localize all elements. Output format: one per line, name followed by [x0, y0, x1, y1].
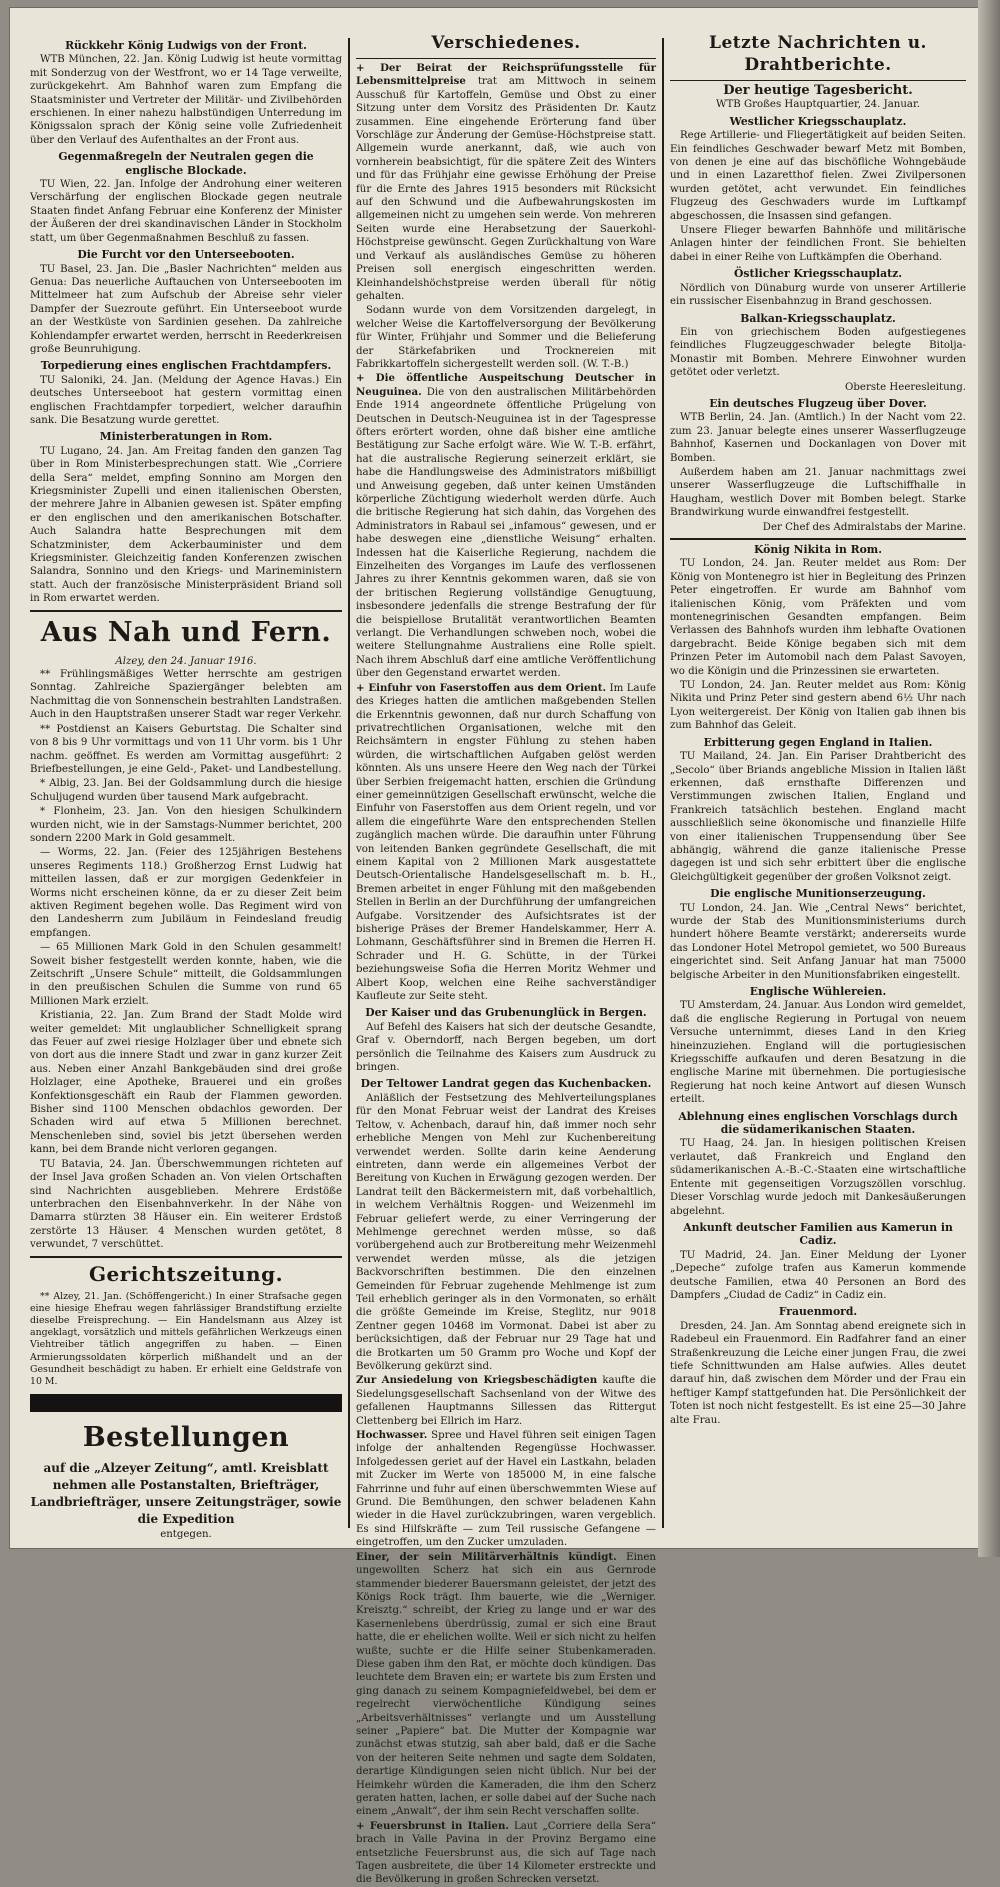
- news-item: * Flonheim, 23. Jan. Von den hiesigen Schulkindern wurden nicht, wie in der Samstags-Nummer berichtet, 200 sondern 2200 Mark in Gold gesammelt.: [30, 806, 342, 844]
- article-text: TU Mailand, 24. Jan. Ein Pariser Drahtbericht des „Secolo“ über Briands angebliche Mission in Italien läßt erkennen, daß ernsthafte Differenzen und Verstimmungen zwischen Italien, England und Frankreich tatsächlich bestehen. England macht ausschließlich seine ökonomische und finanzielle Hilfe von einer italienischen Truppensendung über See abhängig, während die ganze italienische Presse dagegen ist und sich sehr erbittert über die englische Gleichgültigkeit gegenüber der großen Volksnot zeigt.: [670, 751, 966, 883]
- news-item: TU Batavia, 24. Jan. Überschwemmungen richteten auf der Insel Java großen Schaden an. Von vielen Ortschaften sind Nachrichten ausgeblieben. Mehrere Erdstöße unterbrachen den Eisenbahnverkehr. In der Nähe von Damarra stürzten 38 Häuser ein. Ein weiterer Erdstoß zerstörte 13 Häuser. 4 Menschen wurden getötet, 8 verwundet, 7 verschüttet.: [30, 1158, 342, 1251]
- page-edge: [978, 0, 1000, 1557]
- article-heading: Englische Wühlereien.: [749, 985, 887, 998]
- article-heading: Gegenmaßregeln der Neutralen gegen die englische Blockade.: [58, 150, 314, 177]
- article-text: TU Lugano, 24. Jan. Am Freitag fanden den ganzen Tag über in Rom Ministerbesprechungen statt. Wie „Corriere della Sera“ meldet, empfing Sonnino am Morgen den Kriegsminister Zupelli und einen italienischen Obersten, der mehrere Jahre in Albanien gewesen ist. Später empfing er den englischen und den amerikanischen Botschafter. Auch Salandra hatte Besprechungen mit dem Schatzminister, dem Ackerbauminister und dem Kriegsminister. Gleichzeitig fanden Konferenzen zwischen Salandra, Sonnino und den Kriegs- und Marineministern statt. Auch der französische Ministerpräsident Briand soll in Rom erwartet werden.: [30, 445, 342, 605]
- article-text: TU Madrid, 24. Jan. Einer Meldung der Lyoner „Depeche“ zufolge trafen aus Kamerun kommende deutsche Familien, etwa 40 Personen an Bord des Dampfers „Ciudad de Cadiz“ in Cadiz ein.: [670, 1249, 966, 1301]
- article-heading: Die englische Munitionserzeugung.: [710, 887, 926, 901]
- article-heading: Erbitterung gegen England in Italien.: [703, 735, 933, 749]
- section-title-miscellaneous: Verschiedenes.: [431, 33, 581, 53]
- column-3: [670, 33, 966, 1528]
- column-2: [356, 33, 656, 1886]
- news-item: — 65 Millionen Mark Gold in den Schulen gesammelt! Soweit bisher festgestellt werden konnte, haben, wie die Zeitschrift „Unsere Schule“ mitteilt, die Goldsammlungen in den preußischen Schulen die Summe von rund 65 Millionen Mark erzielt.: [30, 942, 342, 1007]
- article-heading: König Nikita in Rom.: [754, 543, 882, 556]
- column-rule-1: [348, 38, 350, 1528]
- sub-heading: Östlicher Kriegsschauplatz.: [734, 267, 902, 281]
- article-text: Außerdem haben am 21. Januar nachmittags zwei unserer Wasserflugzeuge die Luftschiffhalle in Haugham, westlich Dover mit Bomben belegt. Starke Brandwirkung wurde einwandfrei festgestellt.: [670, 466, 966, 519]
- sub-heading: Balkan-Kriegsschauplatz.: [740, 311, 896, 325]
- article-text: Sodann wurde von dem Vorsitzenden dargelegt, in welcher Weise die Kartoffelversorgung der Bevölkerung für Winter, Frühjahr und Sommer und die Belieferung der Stärkefabriken und Trocknereien mit Fabrikkartoffeln sichergestellt werden soll. (W. T.-B.): [356, 305, 656, 370]
- article-text: WTB München, 22. Jan. König Ludwig ist heute vormittag mit Sonderzug von der Westfront, wo er 14 Tage verweilte, zurückgekehrt. Am Bahnhof waren zum Empfang die Staatsminister und Vertreter der Militär- und Zivilbehörden erschienen. In einer nahezu halbstündigen Unterredung im Königssalon sprach der König seine volle Zufriedenheit über den Verlauf des Aufenthaltes an der Front aus.: [30, 54, 342, 146]
- article-lead: + Der Beirat der Reichsprüfungsstelle für Lebensmittelpreise: [356, 62, 656, 88]
- article-text: TU London, 24. Jan. Reuter meldet aus Rom: Der König von Montenegro ist hier in Begleitung des Prinzen Peter eingetroffen. Er wurde am Bahnhof vom italienischen König, vom Präfekten und vom montenegrinischen Gesandten empfangen. Beim Verlassen des Bahnhofs wurden ihm lebhafte Ovationen dargebracht. Beide Könige begaben sich mit dem Prinzen Peter im Automobil nach dem Palast Savoyen, wo die Königin und die Prinzessinen sie erwarteten.: [670, 558, 966, 677]
- dateline: WTB Großes Hauptquartier, 24. Januar.: [716, 99, 920, 111]
- article-heading: Ablehnung eines englischen Vorschlags durch die südamerikanischen Staaten.: [678, 1109, 958, 1137]
- column-rule-2: [662, 38, 664, 1528]
- article-text: WTB Berlin, 24. Jan. (Amtlich.) In der Nacht vom 22. zum 23. Januar belegte eines unserer Wasserflugzeuge Bahnhof, Kasernen und Dockanlagen von Dover mit Bomben.: [670, 412, 966, 464]
- court-report: ** Alzey, 21. Jan. (Schöffengericht.) In einer Strafsache gegen eine hiesige Ehefrau wegen fahrlässiger Brandstiftung erzielte dieselbe Freisprechung. — Ein Handelsmann aus Alzey ist angeklagt, vorsätzlich und mittels gefährlichen Werkzeugs einen Viehtreiber tätlich angegriffen zu haben. — Einen Armierungssoldaten körperlich mißhandelt und an der Gesundheit beschädigt zu haben. Er erhielt eine Geldstrafe von 10 M.: [30, 1290, 342, 1387]
- sub-heading: Westlicher Kriegsschauplatz.: [729, 114, 907, 128]
- news-item: ** Postdienst an Kaisers Geburtstag. Die Schalter sind von 8 bis 9 Uhr vormittags und von 11 Uhr vorm. bis 1 Uhr nachm. geöffnet. Es werden am Vormittag ausgeführt: 2 Briefbestellungen, je eine Geld-, Paket- und Landbestellung.: [30, 723, 342, 775]
- news-item: ** Frühlingsmäßiges Wetter herrschte am gestrigen Sonntag. Zahlreiche Spaziergänger belebten am Nachmittag die von Sonnenschein bestrahlten Landstraßen. Auch in den Hauptstraßen unserer Stadt war reger Verkehr.: [30, 669, 342, 721]
- section-title-local-news: Aus Nah und Fern.: [40, 616, 332, 648]
- dateline: Alzey, den 24. Januar 1916.: [115, 655, 257, 667]
- article-heading: Frauenmord.: [778, 1305, 858, 1319]
- article-text: TU London, 24. Jan. Reuter meldet aus Rom: König Nikita und Prinz Peter sind gestern abend 6½ Uhr nach Lyon weitergereist. Der König von Italien gab ihnen bis zum Bahnhof das Geleit.: [670, 680, 966, 732]
- black-bar: [30, 1394, 342, 1412]
- article-heading: Die Furcht vor den Unterseebooten.: [77, 248, 295, 262]
- article-text: Unsere Flieger bewarfen Bahnhöfe und militärische Anlagen hinter der feindlichen Front. Sie behielten dabei in einer Reihe von Luftkämpfen die Oberhand.: [670, 225, 966, 263]
- divider: [30, 1256, 342, 1258]
- article-text: Ein von griechischem Boden aufgestiegenes feindliches Flugzeuggeschwader belegte Bitolja-Monastir mit Bomben. Mehrere Einwohner wurden getötet oder verletzt.: [670, 326, 966, 379]
- article-text: Anläßlich der Festsetzung des Mehlverteilungsplanes für den Monat Februar weist der Landrat des Kreises Teltow, v. Achenbach, darauf hin, daß immer noch sehr erhebliche Mengen von Mehl zur Kuchenbereitung verwendet werden. Sollte darin keine Aenderung eintreten, dann werde ein allgemeines Verbot der Bereitung von Kuchen in Erwägung gezogen werden. Der Landrat teilt den Bäckermeistern mit, daß vorbehaltlich, in welchem Verhältnis Roggen- und Weizenmehl im Februar geliefert werde, zu einer Verringerung der Mehlmenge gerechnet werden müsse, so daß vorübergehend auch zur Brotbereitung mehr Weizenmehl verwendet werden müsse, als die jetzigen Backvorschriften bestimmen. Die den einzelnen Gemeinden für Februar zugehende Mehlmenge ist zum Teil erheblich geringer als in den Vormonaten, so erhält die größte Gemeinde im Kreise, Steglitz, nur 9018 Zentner gegen 10468 im Vormonat. Dabei ist aber zu berücksichtigen, daß der Februar nur 29 Tage hat und die Brotkarten um 50 Gramm pro Woche und Kopf der Bevölkerung gekürzt sind.: [356, 1092, 656, 1372]
- signature: Der Chef des Admiralstabs der Marine.: [762, 521, 966, 533]
- article-heading: Der Teltower Landrat gegen das Kuchenbacken.: [360, 1077, 652, 1091]
- article-heading: Der heutige Tagesbericht.: [723, 83, 913, 98]
- divider: [670, 538, 966, 540]
- news-item: * Albig, 23. Jan. Bei der Goldsammlung durch die hiesige Schuljugend wurden über tausend Mark aufgebracht.: [30, 778, 342, 803]
- news-item: — Worms, 22. Jan. (Feier des 125jährigen Bestehens unseres Regiments 118.) Großherzog Ernst Ludwig hat mitteilen lassen, daß er zur morgigen Gedenkfeier in Worms nicht erscheinen könne, da er zu dieser Zeit beim aktiven Regiment begehen wolle. Das Regiment wird von den Landesherrn zum Jubiläum in Feindesland freudig empfangen.: [30, 847, 342, 939]
- article-text: TU Haag, 24. Jan. In hiesigen politischen Kreisen verlautet, daß Frankreich und England den südamerikanischen A.-B.-C.-Staaten eine wirtschaftliche Entente mit gegenseitigen Vorzugszöllen vorschlug. Dieser Vorschlag wurde jedoch mit Dankesäußerungen abgelehnt.: [670, 1138, 966, 1217]
- article-lead: Einer, der sein Militärverhältnis kündigt.: [356, 1550, 617, 1563]
- divider: [356, 58, 656, 59]
- article-heading: Rückkehr König Ludwigs von der Front.: [65, 39, 307, 52]
- article-lead: + Die öffentliche Auspeitschung Deutscher in Neuguinea.: [356, 372, 656, 398]
- article-text: trat am Mittwoch in seinem Ausschuß für Kartoffeln, Gemüse und Obst zu einer Sitzung unter dem Vorsitz des Präsidenten Dr. Kautz zusammen. Eine eingehende Erörterung fand über Vorschläge zur Änderung der Gemüse-Höchstpreise statt. Allgemein wurde anerkannt, daß, wie auch von vornherein beabsichtigt, für die spätere Zeit des Winters und für das Frühjahr eine gewisse Erhöhung der Preise für die Ernte des Jahres 1915 besonders mit Rücksicht auf den Schwund und die Aufbewahrungskosten im allgemeinen nicht zu umgehen sein werde. Von mehreren Seiten wurde eine Herabsetzung der Sauerkohl-Höchstpreise gewünscht. Gegen Zurückhaltung von Ware und Verkauf als ausländisches Gemüse zu höheren Preisen soll energisch eingeschritten werden. Kleinhandelshöchstpreise werden überall für nötig gehalten.: [356, 76, 656, 302]
- article-text: TU Wien, 22. Jan. Infolge der Androhung einer weiteren Verschärfung der englischen Blockade gegen neutrale Staaten findet Anfang Februar eine Konferenz der Minister der Äußeren der drei skandinavischen Länder in Stockholm statt, um über Gegenmaßnahmen Beschluß zu fassen.: [30, 179, 342, 244]
- subscription-ad-title: Bestellungen: [82, 1422, 290, 1454]
- section-title-court: Gerichtszeitung.: [88, 1261, 284, 1286]
- article-heading: Torpedierung eines englischen Frachtdampfers.: [40, 359, 332, 373]
- article-lead: Hochwasser.: [356, 1429, 428, 1442]
- article-text: Dresden, 24. Jan. Am Sonntag abend ereignete sich in Radebeul ein Frauenmord. Ein Radfahrer fand an einer Straßenkreuzung die Leiche einer jungen Frau, die zwei tiefe Schnittwunden am Halse aufwies. Alles deutet darauf hin, daß zwischen dem Mörder und der Frau ein heftiger Kampf stattgefunden hat. Die Persönlichkeit der Toten ist noch nicht festgestellt. Es ist eine 25—30 Jahre alte Frau.: [670, 1320, 966, 1426]
- article-heading: Ministerberatungen in Rom.: [99, 430, 273, 444]
- news-item: Kristiania, 22. Jan. Zum Brand der Stadt Molde wird weiter gemeldet: Mit unglaublicher Schnelligkeit sprang das Feuer auf zwei riesige Holzlager über und ebnete sich von dort aus die innere Stadt und zwar in ganz kurzer Zeit aus. Neben einer Anzahl Bankgebäuden sind drei große Holzlager, eine Apotheke, Brauerei und ein großes Konfektionsgeschäft ein Raub der Flammen geworden. Bisher sind 1100 Menschen obdachlos geworden. Der Schaden wird auf etwa 5 Millionen berechnet. Menschenleben sind, soviel bis jetzt übersehen werden kann, bei dem Brande nicht verloren gegangen.: [30, 1010, 342, 1156]
- subscription-ad-end: entgegen.: [160, 1529, 212, 1541]
- article-text: Laut „Corriere della Sera“ brach in Valle Pavina in der Provinz Bergamo eine entsetzliche Feuersbrunst aus, die sich auf Tage nach Tagen ausbreitete, die über 14 Kilometer erstreckte und die Bevölkerung in großen Schrecken versetzt.: [356, 1820, 656, 1886]
- article-lead: + Feuersbrunst in Italien.: [356, 1819, 509, 1832]
- article-text: kaufte die Siedelungsgesellschaft Sachsenland von der Witwe des gefallenen Hauptmanns Sillessen das Rittergut Clettenberg bei Ellrich im Harz.: [356, 1375, 656, 1427]
- article-text: Einen ungewollten Scherz hat sich ein aus Gernrode stammender biederer Bauersmann geleistet, der jetzt des Königs Rock trägt. Ihm bauerte, wie die „Werniger. Kreisztg.“ schreibt, der Krieg zu lange und er war des Kasernenlebens überdrüssig, zumal er sich eine Braut hatte, die er ehelichen wollte. Weil er sich nicht zu helfen wußte, suchte er die Hilfe seiner Stubenkameraden. Diese gaben ihm den Rat, er möchte doch kündigen. Das leuchtete dem Braven ein; er wartete bis zum Ersten und ging danach zu seinem Kompagniefeldwebel, bei dem er regelrecht vierwöchentliche Kündigung seines „Arbeitsverhältnisses“ verlangte und um Ausstellung seiner „Papiere“ bat. Die Mutter der Kompagnie war zunächst etwas stutzig, sah aber bald, daß er die Sache von der heiteren Seite nehmen und sagte dem Soldaten, derartige Kündigungen seien nicht üblich. Nur bei der Heimkehr würden die Kameraden, die ihm den Scherz geraten hatten, lachen, er solle dabei auf der Suche nach einem „Anwalt“, der ihm sein Recht verschaffen sollte.: [356, 1551, 656, 1818]
- article-text: Die von den australischen Militärbehörden Ende 1914 angeordnete öffentliche Prügelung von Deutschen in Deutsch-Neuguinea ist in der Tagespresse öfters erörtert worden, ohne daß bisher eine amtliche Bestätigung zur Sache erfolgt wäre. Wie W. T.-B. erfährt, hat die australische Regierung seinerzeit erklärt, sie habe die Handlungsweise des Administrators mißbilligt und Anweisung gegeben, daß unter keinen Umständen körperliche Züchtigung wiederholt werden dürfe. Auch die britische Regierung hat sich dahin, das Vorgehen des Administrators in Rabaul sei „infamous“ gewesen, und er habe deswegen eine „dienstliche Weisung“ erhalten. Indessen hat die Kaiserliche Regierung, nachdem die Einzelheiten des Vorganges im Laufe des verflossenen Jahres zu ihrer Kenntnis gekommen waren, daß sie von der britischen Regierung vollständige Genugtuung, insbesondere jedenfalls die strenge Bestrafung der für die beispiellose Brutalität verantwortlichen Beamten verlangt. Die Verhandlungen schweben noch, wobei die weitere Stellungnahme Australiens eine Rolle spielt. Nach ihrem Abschluß darf eine amtliche Veröffentlichung über den Gegenstand erwartet werden.: [356, 386, 656, 680]
- article-lead: Zur Ansiedelung von Kriegsbeschädigten: [356, 1374, 598, 1387]
- article-text: Spree und Havel führen seit einigen Tagen infolge der anhaltenden Regengüsse Hochwasser. Infolgedessen geriet auf der Havel ein Lastkahn, beladen mit Zucker im Werte von 185000 M, in eine falsche Fahrrinne und fuhr auf einen überschwemmten Wiese auf Grund. Die Bemühungen, den schwer beladenen Kahn wieder in die Havel zurückzubringen, waren vergeblich. Es sind Hilfskräfte — zum Teil russische Gefangene — eingetroffen, um den Zucker umzuladen.: [356, 1430, 656, 1549]
- article-text: TU Basel, 23. Jan. Die „Basler Nachrichten“ melden aus Genua: Das neuerliche Auftauchen von Unterseebooten im Mittelmeer hat zum Aufschub der Abreise sehr vieler Dampfer der Suezroute geführt. Ein Unterseeboot wurde an der Westküste von Sardinien gesehen. Da zahlreiche Kohlendampfer erwartet werden, herrscht in Reederkreisen große Beunruhigung.: [30, 263, 342, 355]
- article-text: Auf Befehl des Kaisers hat sich der deutsche Gesandte, Graf v. Oberndorff, nach Bergen begeben, um dort persönlich die Teilnahme des Kaisers zum Ausdruck zu bringen.: [356, 1021, 656, 1074]
- article-heading: Der Kaiser und das Grubenunglück in Bergen.: [365, 1006, 647, 1020]
- article-text: TU Saloniki, 24. Jan. (Meldung der Agence Havas.) Ein deutsches Unterseeboot hat gestern vormittag einen englischen Frachtdampfer torpediert, welcher daraufhin sank. Die Besatzung wurde gerettet.: [30, 374, 342, 426]
- article-text: Nördlich von Dünaburg wurde von unserer Artillerie ein russischer Eisenbahnzug in Brand geschossen.: [670, 282, 966, 308]
- article-text: Rege Artillerie- und Fliegertätigkeit auf beiden Seiten. Ein feindliches Geschwader bewarf Metz mit Bomben, von denen je eine auf das bischöfliche Wohngebäude und in einen Lazaretthof fielen. Zwei Zivilpersonen wurden getötet, acht verwundet. Ein feindliches Flugzeug des Geschwaders wurde im Luftkampf abgeschossen, die Insassen sind gefangen.: [670, 130, 966, 222]
- section-title-latest-news: Letzte Nachrichten u. Drahtberichte.: [709, 33, 927, 75]
- newspaper-page: [10, 8, 978, 1886]
- article-text: Im Laufe des Krieges hatten die amtlichen maßgebenden Stellen die Erkenntnis gewonnen, daß nur durch Schaffung von privatrechtlichen Organisationen, welche mit den Reichsämtern in engster Fühlung zu stehen haben würden, die wirtschaftlichen Aufgaben gelöst werden könnten. Als uns unsere Heere den Weg nach der Türkei über Serbien freigemacht hatten, erschien die Gründung einer gemeinnützigen Gesellschaft erwünscht, welche die Einfuhr von Faserstoffen aus dem Orient regeln, und vor allem die eingeführte Ware den entsprechenden Stellen zugänglich machen würde. Die daraufhin unter Führung von leitenden Banken gegründete Gesellschaft, die mit einem Kapital von 2 Millionen Mark ausgestattete Deutsch-Orientalische Handelsgesellschaft m. b. H., Bremen arbeitet in enger Fühlung mit den maßgebenden Stellen in Berlin an der Durchführung der umfangreichen Aufgabe. Vorsitzender des Aufsichtsrates ist der bisherige Präses der Bremer Handelskammer, Herr A. Lohmann, Geschäftsführer sind in Bremen die Herren H. Schrader und H. G. Schütte, in der Türkei beziehungsweise Sofia die Herren Moritz Wehmer und Albert Koop, welchen eine Reihe sachverständiger Kaufleute zur Seite steht.: [356, 682, 656, 1003]
- article-text: TU London, 24. Jan. Wie „Central News“ berichtet, wurde der Stab des Munitionsministeriums durch hundert höhere Beamte verstärkt; andererseits wurde das Londoner Hotel Metropol gemietet, wo 500 Bureaus eingerichtet sind. Seit Anfang Januar hat man 75000 belgische Arbeiter in den Munitionsfabriken eingestellt.: [670, 902, 966, 981]
- divider: [670, 80, 966, 81]
- signature: Oberste Heeresleitung.: [845, 381, 966, 393]
- article-heading: Ein deutsches Flugzeug über Dover.: [709, 396, 927, 410]
- column-1: [30, 36, 342, 1541]
- divider: [30, 610, 342, 612]
- subscription-ad-text: auf die „Alzeyer Zeitung“, amtl. Kreisblatt nehmen alle Postanstalten, Briefträger, Landbriefträger, unsere Zeitungsträger, sowie die Expedition: [30, 1461, 342, 1527]
- article-lead: + Einfuhr von Faserstoffen aus dem Orient.: [356, 681, 607, 694]
- article-heading: Ankunft deutscher Familien aus Kamerun in Cadiz.: [683, 1220, 953, 1248]
- article-text: TU Amsterdam, 24. Januar. Aus London wird gemeldet, daß die englische Regierung in Portugal von neuem Versuche unternimmt, dieses Land in den Krieg hineinzuziehen. England will die portugiesischen Kriegsschiffe aufkaufen und deren Besatzung in die englische Marine mit übernehmen. Die portugiesische Regierung hat noch keine Antwort auf diesen Wunsch erteilt.: [670, 1000, 966, 1106]
